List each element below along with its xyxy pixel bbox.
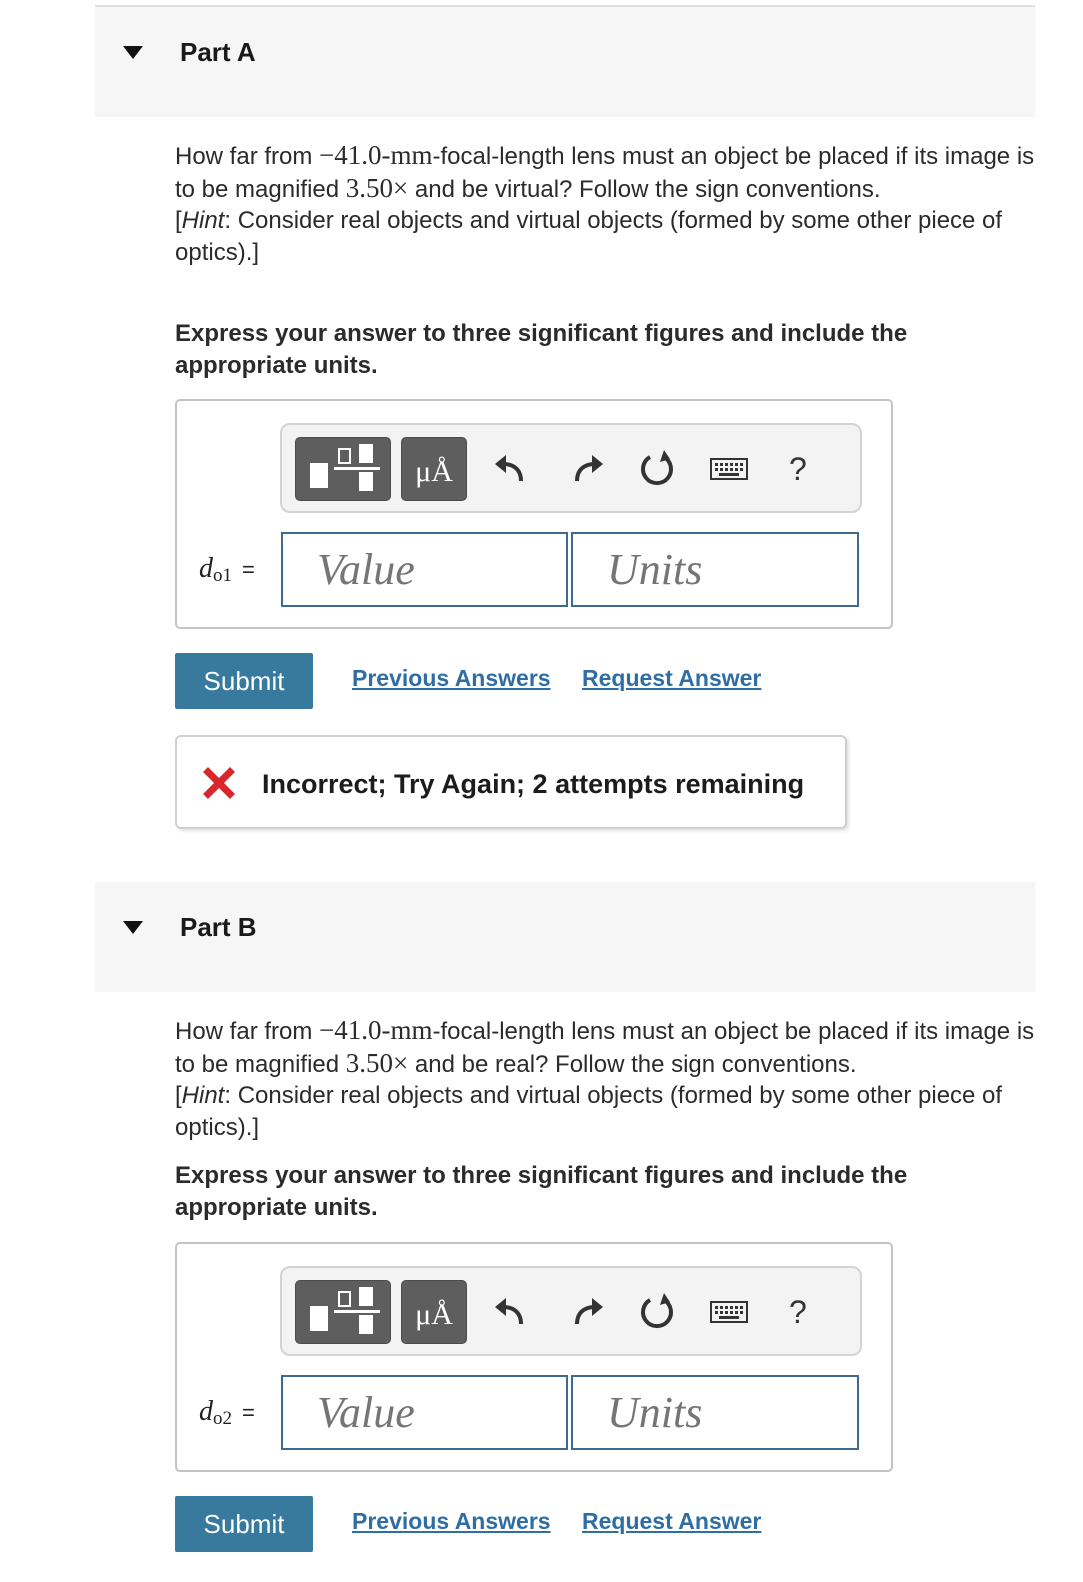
part-b-title: Part B [180, 912, 257, 942]
keyboard-icon[interactable] [709, 447, 749, 491]
feedback-message: Incorrect; Try Again; 2 attempts remaining [262, 769, 805, 799]
variable-label-do1: $d_{o1}$ = [199, 553, 255, 586]
units-button[interactable]: μÅ [401, 1280, 467, 1344]
submit-button[interactable]: Submit [175, 1496, 313, 1552]
help-icon[interactable]: ? [789, 1294, 807, 1330]
units-button[interactable]: μÅ [401, 437, 467, 501]
focal-length-value: −41.0-mm [319, 140, 433, 170]
request-answer-link[interactable]: Request Answer [582, 1508, 762, 1534]
math-toolbar [280, 423, 862, 513]
undo-icon[interactable] [487, 447, 531, 491]
focal-length-value: −41.0-mm [319, 1015, 433, 1045]
value-input[interactable] [281, 532, 568, 607]
units-input[interactable] [571, 1375, 859, 1450]
help-icon[interactable]: ? [789, 451, 807, 487]
part-b-instruction: Express your answer to three significant figures and include the appropriate units. [175, 1162, 908, 1221]
magnification-value: 3.50× [345, 1047, 409, 1078]
part-a-header[interactable] [95, 7, 1035, 117]
redo-icon[interactable] [567, 1290, 611, 1334]
magnification-value: 3.50× [345, 172, 409, 203]
part-a-question-text: How far from −41.0-mm-focal-length lens must an object be placed if its image is to be magnified 3.50× and be virtual? Follow the sign conventions. [175, 140, 1035, 203]
part-b-answer-box [175, 1242, 893, 1472]
redo-icon[interactable] [567, 447, 611, 491]
part-a-question [175, 140, 1045, 268]
collapse-triangle-icon[interactable] [123, 46, 143, 59]
incorrect-x-icon [203, 767, 235, 799]
reset-icon[interactable] [635, 447, 679, 491]
part-a-answer-box [175, 399, 893, 629]
previous-answers-link[interactable]: Previous Answers [352, 1508, 551, 1534]
value-input[interactable] [281, 1375, 568, 1450]
part-a-instruction: Express your answer to three significant figures and include the appropriate units. [175, 320, 908, 379]
keyboard-icon[interactable] [709, 1290, 749, 1334]
reset-icon[interactable] [635, 1290, 679, 1334]
part-a-title: Part A [180, 37, 256, 67]
part-b-question-text: How far from −41.0-mm-focal-length lens must an object be placed if its image is to be magnified 3.50× and be real? Follow the sign conventions. [175, 1015, 1035, 1078]
fraction-template-button[interactable] [295, 437, 391, 501]
part-a-hint: [Hint: Consider real objects and virtual objects (formed by some other piece of optics).] [175, 207, 1003, 266]
request-answer-link[interactable]: Request Answer [582, 665, 762, 691]
part-b-hint: [Hint: Consider real objects and virtual objects (formed by some other piece of optics).] [175, 1082, 1003, 1141]
undo-icon[interactable] [487, 1290, 531, 1334]
part-b-header[interactable] [95, 882, 1035, 992]
fraction-template-button[interactable] [295, 1280, 391, 1344]
feedback-box [175, 735, 847, 829]
variable-label-do2: $d_{o2}$ = [199, 1396, 255, 1429]
previous-answers-link[interactable]: Previous Answers [352, 665, 551, 691]
math-toolbar [280, 1266, 862, 1356]
collapse-triangle-icon[interactable] [123, 921, 143, 934]
part-b-question [175, 1015, 1045, 1143]
submit-button[interactable]: Submit [175, 653, 313, 709]
units-input[interactable] [571, 532, 859, 607]
